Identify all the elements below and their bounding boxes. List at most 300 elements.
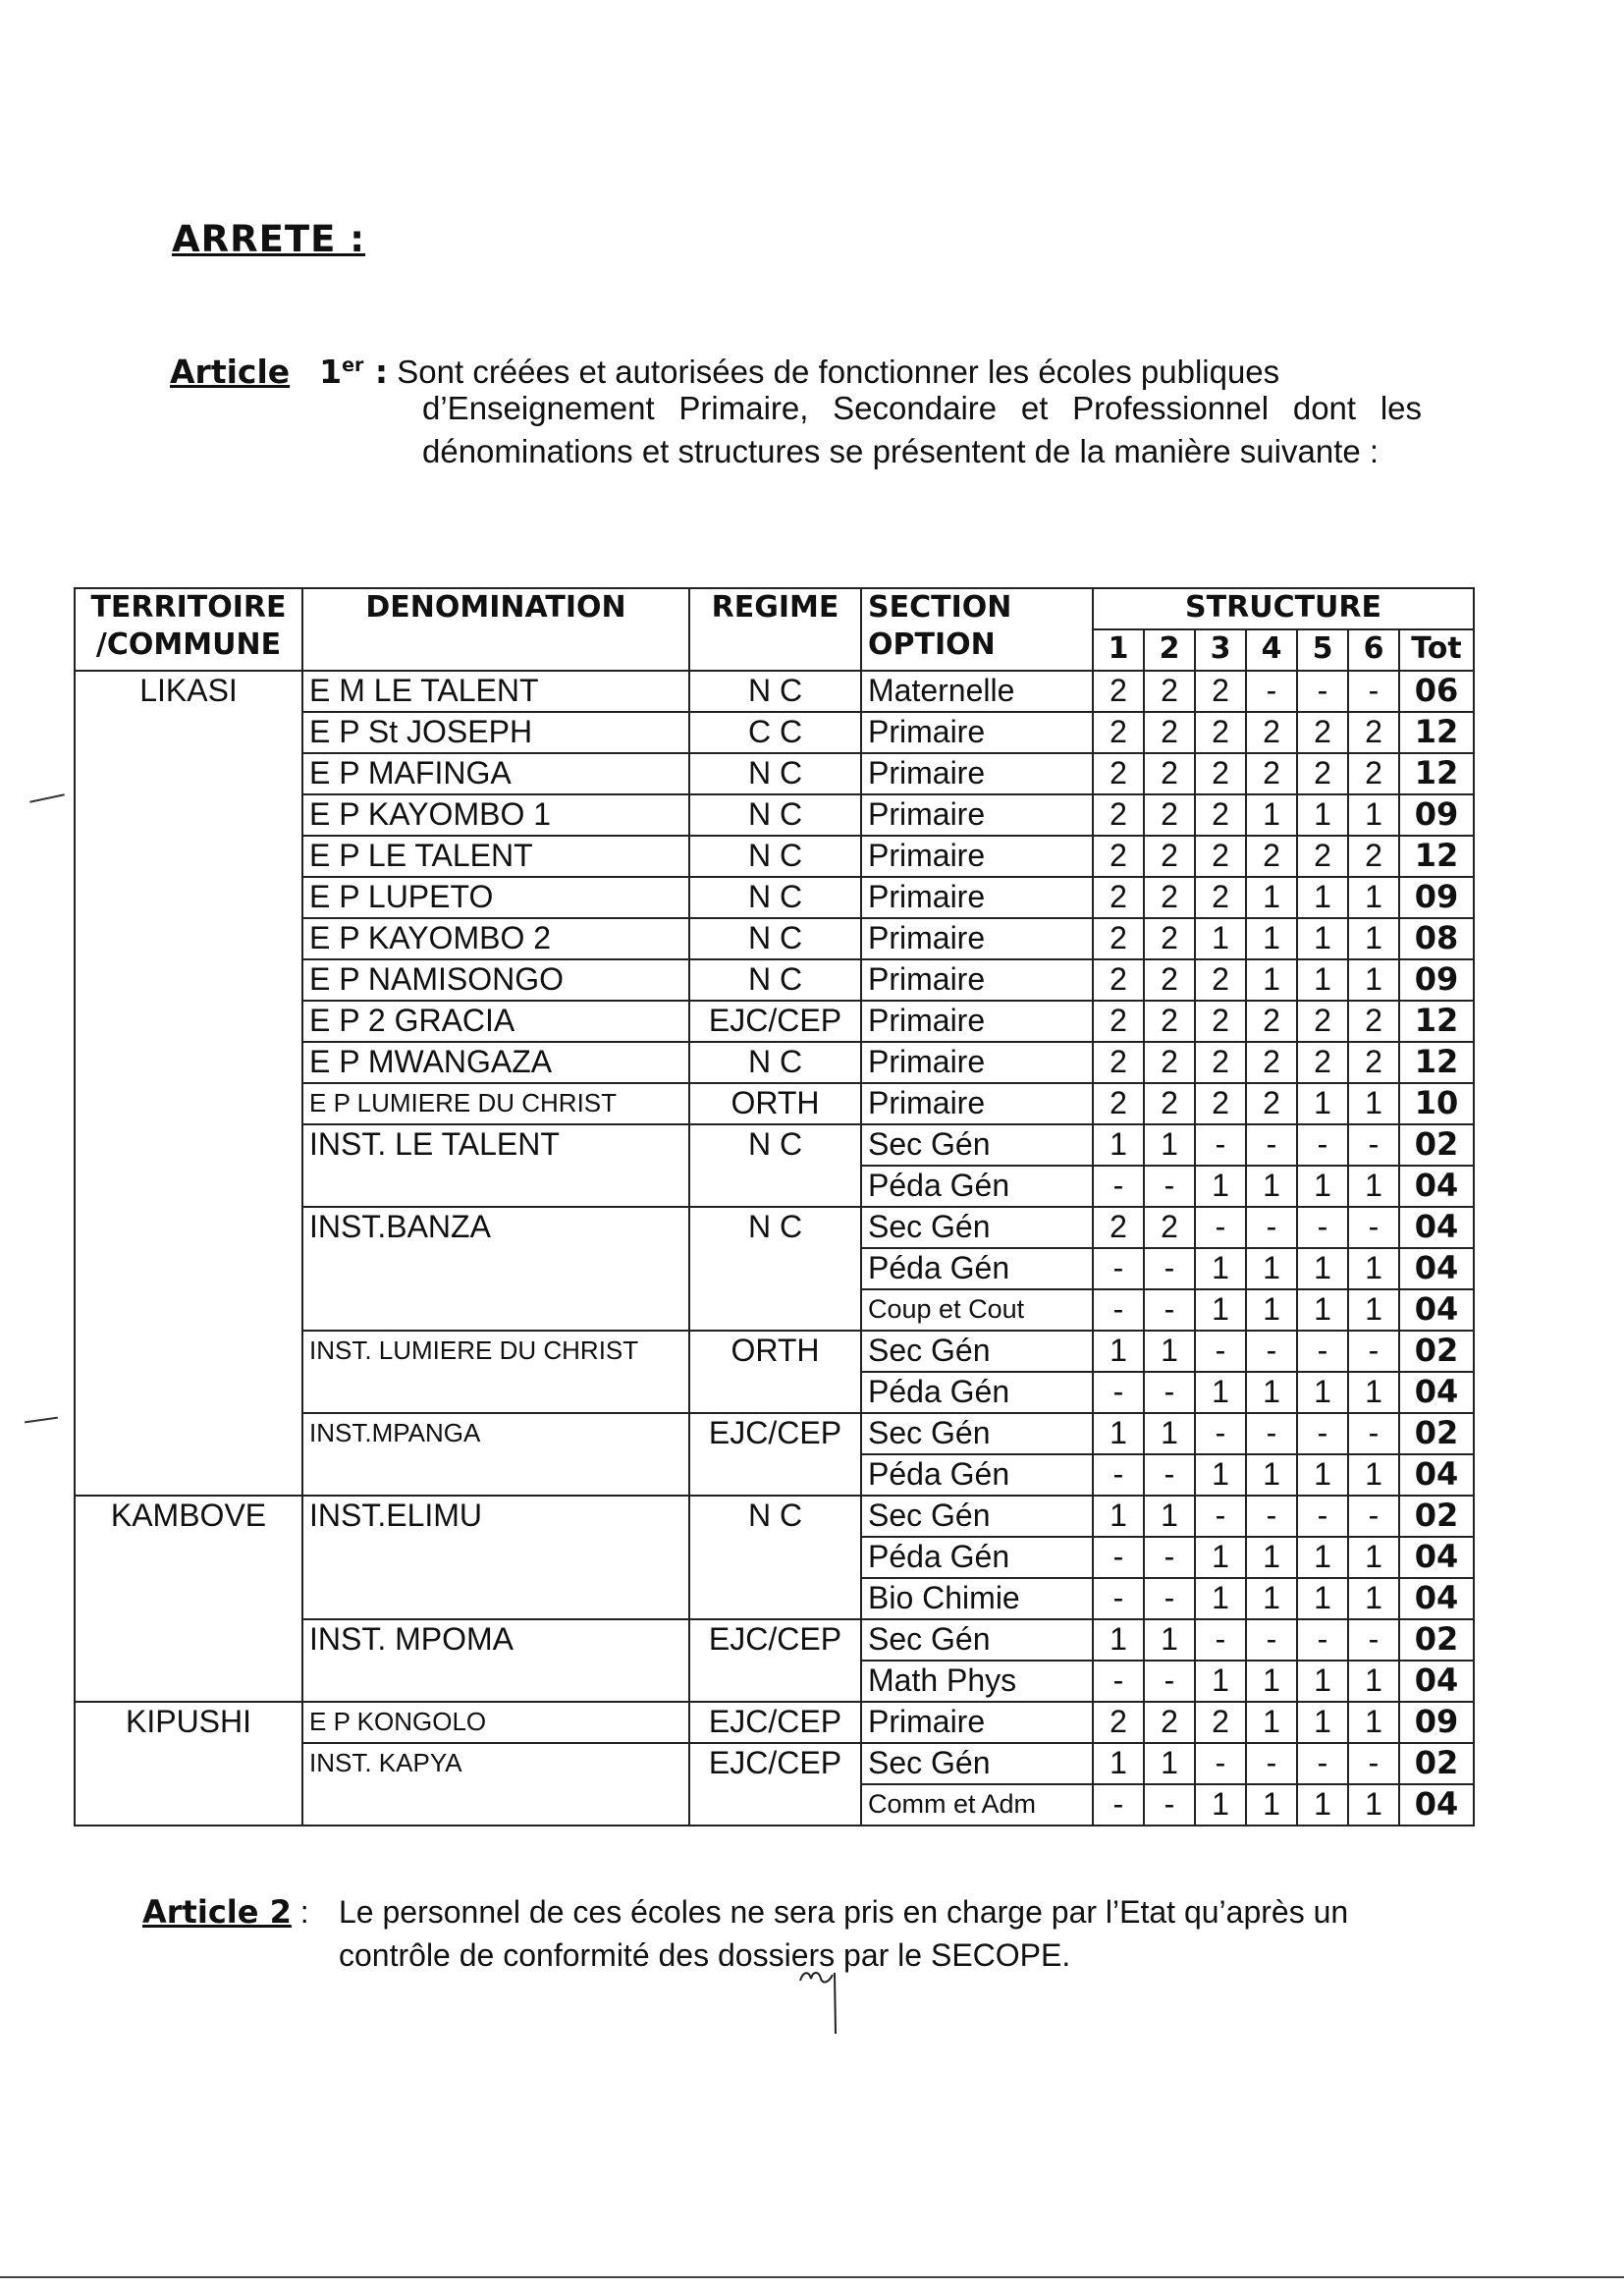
class-2-cell: 2 <box>1144 836 1195 877</box>
class-4-cell: 2 <box>1246 1001 1297 1042</box>
class-4-cell: 2 <box>1246 1042 1297 1083</box>
denomination-cell: E P LUMIERE DU CHRIST <box>302 1083 689 1124</box>
total-cell: 04 <box>1399 1166 1474 1207</box>
class-6-cell: - <box>1348 1331 1399 1372</box>
header-section-option <box>861 588 1093 671</box>
class-1-cell: - <box>1093 1537 1144 1578</box>
class-5-cell: 1 <box>1297 959 1348 1001</box>
denomination-cell: E P St JOSEPH <box>302 712 689 753</box>
class-2-cell: - <box>1144 1661 1195 1702</box>
section-cell: Péda Gén <box>861 1454 1093 1496</box>
regime-cell: N C <box>689 753 861 794</box>
class-5-cell: 1 <box>1297 1784 1348 1826</box>
section-cell: Primaire <box>861 877 1093 918</box>
class-3-cell: 2 <box>1195 836 1246 877</box>
article-1-number <box>319 353 388 391</box>
class-5-cell: - <box>1297 1743 1348 1784</box>
total-cell: 04 <box>1399 1537 1474 1578</box>
section-cell: Primaire <box>861 1702 1093 1743</box>
class-4-cell: 1 <box>1246 1289 1297 1331</box>
regime-cell: EJC/CEP <box>689 1743 861 1826</box>
class-3-cell: - <box>1195 1331 1246 1372</box>
class-2-cell: - <box>1144 1166 1195 1207</box>
total-cell: 10 <box>1399 1083 1474 1124</box>
class-6-cell: 1 <box>1348 1083 1399 1124</box>
class-4-cell: - <box>1246 671 1297 712</box>
class-5-cell: - <box>1297 1496 1348 1537</box>
header-section-line-1: SECTION <box>868 590 1012 625</box>
denomination-cell: E P LUPETO <box>302 877 689 918</box>
header-class-6: 6 <box>1348 629 1399 671</box>
class-4-cell: 2 <box>1246 753 1297 794</box>
total-cell: 09 <box>1399 959 1474 1001</box>
total-cell: 12 <box>1399 1042 1474 1083</box>
section-cell: Primaire <box>861 753 1093 794</box>
header-regime: REGIME <box>689 588 861 671</box>
class-3-cell: - <box>1195 1619 1246 1661</box>
class-3-cell: 2 <box>1195 1702 1246 1743</box>
section-cell: Sec Gén <box>861 1619 1093 1661</box>
class-4-cell: - <box>1246 1496 1297 1537</box>
class-4-cell: 1 <box>1246 1661 1297 1702</box>
class-6-cell: 1 <box>1348 1661 1399 1702</box>
header-territoire-line-1: TERRITOIRE <box>90 590 287 625</box>
table-row <box>75 671 1474 712</box>
class-4-cell: 1 <box>1246 794 1297 836</box>
header-territoire-line-2: /COMMUNE <box>95 627 282 662</box>
class-4-cell: - <box>1246 1207 1297 1248</box>
class-1-cell: 2 <box>1093 1207 1144 1248</box>
class-3-cell: 1 <box>1195 1166 1246 1207</box>
denomination-cell: INST. LE TALENT <box>302 1124 689 1207</box>
article-2-text: Le personnel de ces écoles ne sera pris en charge par l’Etat qu’après un contrôle de conformité des dossiers par le SECOPE. <box>339 1894 1349 1973</box>
class-6-cell: 1 <box>1348 918 1399 959</box>
class-2-cell: 2 <box>1144 1001 1195 1042</box>
class-1-cell: - <box>1093 1661 1144 1702</box>
denomination-cell: E M LE TALENT <box>302 671 689 712</box>
class-1-cell: 1 <box>1093 1331 1144 1372</box>
total-cell: 04 <box>1399 1289 1474 1331</box>
class-6-cell: 1 <box>1348 1454 1399 1496</box>
class-5-cell: - <box>1297 1413 1348 1454</box>
total-cell: 12 <box>1399 836 1474 877</box>
class-1-cell: 2 <box>1093 836 1144 877</box>
class-1-cell: 2 <box>1093 1042 1144 1083</box>
class-6-cell: 1 <box>1348 1578 1399 1619</box>
class-2-cell: 2 <box>1144 1083 1195 1124</box>
class-1-cell: - <box>1093 1372 1144 1413</box>
denomination-cell: E P KAYOMBO 1 <box>302 794 689 836</box>
denomination-cell: E P 2 GRACIA <box>302 1001 689 1042</box>
class-3-cell: 1 <box>1195 1454 1246 1496</box>
header-class-4: 4 <box>1246 629 1297 671</box>
class-3-cell: 1 <box>1195 1661 1246 1702</box>
regime-cell: N C <box>689 918 861 959</box>
class-3-cell: 1 <box>1195 918 1246 959</box>
class-1-cell: - <box>1093 1578 1144 1619</box>
article-1-body: d’Enseignement Primaire, Secondaire et Professionnel dont les dénominations et structures se présentent de la manière suivante : <box>422 390 1422 469</box>
class-2-cell: 2 <box>1144 753 1195 794</box>
class-5-cell: - <box>1297 1124 1348 1166</box>
class-2-cell: - <box>1144 1372 1195 1413</box>
total-cell: 04 <box>1399 1372 1474 1413</box>
class-4-cell: 1 <box>1246 959 1297 1001</box>
class-4-cell: - <box>1246 1619 1297 1661</box>
class-1-cell: 1 <box>1093 1124 1144 1166</box>
class-6-cell: - <box>1348 1743 1399 1784</box>
class-2-cell: 2 <box>1144 918 1195 959</box>
section-cell: Primaire <box>861 1001 1093 1042</box>
class-4-cell: 1 <box>1246 1372 1297 1413</box>
section-cell: Primaire <box>861 836 1093 877</box>
article-2 <box>142 1890 1429 1973</box>
class-3-cell: 1 <box>1195 1578 1246 1619</box>
class-4-cell: 2 <box>1246 712 1297 753</box>
class-4-cell: 1 <box>1246 1454 1297 1496</box>
class-5-cell: 1 <box>1297 794 1348 836</box>
article-1-intro-text: Sont créées et autorisées de fonctionner les écoles publiques <box>397 354 1280 390</box>
regime-cell: N C <box>689 1124 861 1207</box>
class-2-cell: 2 <box>1144 877 1195 918</box>
class-2-cell: 2 <box>1144 1702 1195 1743</box>
class-3-cell: 1 <box>1195 1289 1246 1331</box>
class-5-cell: - <box>1297 1619 1348 1661</box>
total-cell: 09 <box>1399 794 1474 836</box>
class-4-cell: 1 <box>1246 1166 1297 1207</box>
class-4-cell: 1 <box>1246 1702 1297 1743</box>
class-1-cell: 2 <box>1093 753 1144 794</box>
class-1-cell: 2 <box>1093 918 1144 959</box>
regime-cell: N C <box>689 671 861 712</box>
section-cell: Sec Gén <box>861 1331 1093 1372</box>
class-5-cell: 1 <box>1297 1083 1348 1124</box>
class-2-cell: 2 <box>1144 959 1195 1001</box>
class-1-cell: 2 <box>1093 959 1144 1001</box>
class-6-cell: 1 <box>1348 959 1399 1001</box>
total-cell: 04 <box>1399 1784 1474 1826</box>
denomination-cell: INST.ELIMU <box>302 1496 689 1619</box>
class-1-cell: 1 <box>1093 1619 1144 1661</box>
decree-heading: ARRETE : <box>172 218 366 260</box>
regime-cell: ORTH <box>689 1083 861 1124</box>
class-6-cell: 1 <box>1348 1248 1399 1289</box>
class-1-cell: - <box>1093 1454 1144 1496</box>
class-6-cell: - <box>1348 1207 1399 1248</box>
article-1-colon: : <box>374 353 389 391</box>
section-cell: Sec Gén <box>861 1496 1093 1537</box>
regime-cell: EJC/CEP <box>689 1619 861 1702</box>
denomination-cell: E P MWANGAZA <box>302 1042 689 1083</box>
regime-cell: N C <box>689 959 861 1001</box>
class-4-cell: 1 <box>1246 1578 1297 1619</box>
class-4-cell: - <box>1246 1331 1297 1372</box>
class-6-cell: 2 <box>1348 836 1399 877</box>
class-6-cell: 1 <box>1348 1372 1399 1413</box>
class-6-cell: 1 <box>1348 1166 1399 1207</box>
section-cell: Primaire <box>861 712 1093 753</box>
header-territoire <box>75 588 302 671</box>
class-3-cell: 2 <box>1195 794 1246 836</box>
class-3-cell: 1 <box>1195 1784 1246 1826</box>
class-3-cell: 1 <box>1195 1372 1246 1413</box>
class-4-cell: 1 <box>1246 877 1297 918</box>
class-4-cell: - <box>1246 1743 1297 1784</box>
class-3-cell: 2 <box>1195 959 1246 1001</box>
class-2-cell: 1 <box>1144 1124 1195 1166</box>
territoire-cell: KIPUSHI <box>75 1702 302 1826</box>
class-6-cell: 1 <box>1348 1702 1399 1743</box>
class-5-cell: - <box>1297 1207 1348 1248</box>
class-6-cell: 1 <box>1348 1537 1399 1578</box>
school-structure-table <box>74 587 1475 1826</box>
class-3-cell: - <box>1195 1124 1246 1166</box>
header-section-line-2: OPTION <box>868 627 996 662</box>
denomination-cell: E P MAFINGA <box>302 753 689 794</box>
table-row <box>75 1702 1474 1743</box>
margin-mark <box>29 793 65 802</box>
class-6-cell: 1 <box>1348 1289 1399 1331</box>
class-6-cell: 1 <box>1348 1784 1399 1826</box>
header-class-5: 5 <box>1297 629 1348 671</box>
table-body <box>75 671 1474 1826</box>
section-cell: Primaire <box>861 1083 1093 1124</box>
class-5-cell: 1 <box>1297 1537 1348 1578</box>
header-structure: STRUCTURE <box>1093 588 1474 629</box>
total-cell: 04 <box>1399 1661 1474 1702</box>
article-1-number-sup: er <box>342 354 364 376</box>
total-cell: 09 <box>1399 1702 1474 1743</box>
class-6-cell: - <box>1348 1619 1399 1661</box>
class-1-cell: 2 <box>1093 671 1144 712</box>
section-cell: Péda Gén <box>861 1248 1093 1289</box>
article-2-colon: : <box>299 1894 309 1930</box>
total-cell: 02 <box>1399 1331 1474 1372</box>
class-6-cell: 2 <box>1348 1001 1399 1042</box>
class-5-cell: 1 <box>1297 918 1348 959</box>
regime-cell: EJC/CEP <box>689 1413 861 1496</box>
section-cell: Sec Gén <box>861 1124 1093 1166</box>
class-3-cell: 1 <box>1195 1248 1246 1289</box>
section-cell: Sec Gén <box>861 1207 1093 1248</box>
class-6-cell: 2 <box>1348 1042 1399 1083</box>
total-cell: 08 <box>1399 918 1474 959</box>
class-5-cell: 2 <box>1297 753 1348 794</box>
header-class-2: 2 <box>1144 629 1195 671</box>
regime-cell: N C <box>689 794 861 836</box>
class-5-cell: 1 <box>1297 1702 1348 1743</box>
class-6-cell: - <box>1348 671 1399 712</box>
territoire-cell: LIKASI <box>75 671 302 1496</box>
class-1-cell: - <box>1093 1784 1144 1826</box>
section-cell: Péda Gén <box>861 1166 1093 1207</box>
regime-cell: N C <box>689 1496 861 1619</box>
section-cell: Primaire <box>861 918 1093 959</box>
class-1-cell: 2 <box>1093 794 1144 836</box>
class-2-cell: 2 <box>1144 1207 1195 1248</box>
regime-cell: N C <box>689 836 861 877</box>
class-1-cell: - <box>1093 1248 1144 1289</box>
class-2-cell: - <box>1144 1537 1195 1578</box>
section-cell: Comm et Adm <box>861 1784 1093 1826</box>
class-2-cell: - <box>1144 1248 1195 1289</box>
total-cell: 04 <box>1399 1578 1474 1619</box>
section-cell: Maternelle <box>861 671 1093 712</box>
class-6-cell: 2 <box>1348 753 1399 794</box>
section-cell: Péda Gén <box>861 1537 1093 1578</box>
class-3-cell: - <box>1195 1207 1246 1248</box>
regime-cell: N C <box>689 1207 861 1331</box>
class-4-cell: 2 <box>1246 836 1297 877</box>
class-5-cell: 1 <box>1297 1578 1348 1619</box>
total-cell: 12 <box>1399 753 1474 794</box>
section-cell: Coup et Cout <box>861 1289 1093 1331</box>
total-cell: 02 <box>1399 1124 1474 1166</box>
class-3-cell: 1 <box>1195 1537 1246 1578</box>
class-2-cell: 1 <box>1144 1413 1195 1454</box>
regime-cell: C C <box>689 712 861 753</box>
territoire-cell: KAMBOVE <box>75 1496 302 1702</box>
class-2-cell: 1 <box>1144 1496 1195 1537</box>
class-3-cell: 2 <box>1195 877 1246 918</box>
class-3-cell: 2 <box>1195 712 1246 753</box>
class-6-cell: 2 <box>1348 712 1399 753</box>
article-2-label: Article 2 <box>142 1893 292 1931</box>
denomination-cell: E P KONGOLO <box>302 1702 689 1743</box>
header-class-3: 3 <box>1195 629 1246 671</box>
class-1-cell: 1 <box>1093 1413 1144 1454</box>
denomination-cell: INST. LUMIERE DU CHRIST <box>302 1331 689 1413</box>
total-cell: 02 <box>1399 1619 1474 1661</box>
class-2-cell: 2 <box>1144 794 1195 836</box>
total-cell: 04 <box>1399 1454 1474 1496</box>
total-cell: 04 <box>1399 1207 1474 1248</box>
class-6-cell: - <box>1348 1496 1399 1537</box>
table-row <box>75 1496 1474 1537</box>
regime-cell: N C <box>689 1042 861 1083</box>
section-cell: Primaire <box>861 1042 1093 1083</box>
total-cell: 02 <box>1399 1743 1474 1784</box>
class-5-cell: 1 <box>1297 1248 1348 1289</box>
class-2-cell: 1 <box>1144 1331 1195 1372</box>
article-1-number-digit: 1 <box>319 353 343 391</box>
regime-cell: ORTH <box>689 1331 861 1413</box>
bottom-rule <box>0 2276 1624 2278</box>
class-2-cell: - <box>1144 1289 1195 1331</box>
class-5-cell: 2 <box>1297 836 1348 877</box>
class-5-cell: 1 <box>1297 877 1348 918</box>
class-2-cell: 2 <box>1144 712 1195 753</box>
header-class-1: 1 <box>1093 629 1144 671</box>
class-1-cell: 2 <box>1093 877 1144 918</box>
total-cell: 04 <box>1399 1248 1474 1289</box>
class-3-cell: - <box>1195 1743 1246 1784</box>
class-1-cell: 2 <box>1093 1083 1144 1124</box>
class-5-cell: - <box>1297 1331 1348 1372</box>
class-4-cell: 1 <box>1246 1784 1297 1826</box>
class-4-cell: 1 <box>1246 1248 1297 1289</box>
class-4-cell: - <box>1246 1413 1297 1454</box>
class-6-cell: 1 <box>1348 794 1399 836</box>
total-cell: 02 <box>1399 1413 1474 1454</box>
class-5-cell: 1 <box>1297 1661 1348 1702</box>
handwritten-initials <box>795 1969 854 2038</box>
class-1-cell: 2 <box>1093 1702 1144 1743</box>
class-4-cell: - <box>1246 1124 1297 1166</box>
denomination-cell: E P KAYOMBO 2 <box>302 918 689 959</box>
class-4-cell: 1 <box>1246 918 1297 959</box>
denomination-cell: E P NAMISONGO <box>302 959 689 1001</box>
total-cell: 12 <box>1399 712 1474 753</box>
class-3-cell: 2 <box>1195 1083 1246 1124</box>
class-2-cell: 2 <box>1144 1042 1195 1083</box>
regime-cell: N C <box>689 877 861 918</box>
class-3-cell: 2 <box>1195 1001 1246 1042</box>
class-3-cell: 2 <box>1195 1042 1246 1083</box>
class-5-cell: 1 <box>1297 1166 1348 1207</box>
denomination-cell: INST. MPOMA <box>302 1619 689 1702</box>
class-4-cell: 2 <box>1246 1083 1297 1124</box>
header-total: Tot <box>1399 629 1474 671</box>
class-4-cell: 1 <box>1246 1537 1297 1578</box>
class-2-cell: 1 <box>1144 1743 1195 1784</box>
class-2-cell: 2 <box>1144 671 1195 712</box>
class-1-cell: 1 <box>1093 1496 1144 1537</box>
regime-cell: EJC/CEP <box>689 1702 861 1743</box>
class-2-cell: 1 <box>1144 1619 1195 1661</box>
class-3-cell: - <box>1195 1413 1246 1454</box>
header-denomination: DENOMINATION <box>302 588 689 671</box>
denomination-cell: E P LE TALENT <box>302 836 689 877</box>
class-5-cell: - <box>1297 671 1348 712</box>
total-cell: 06 <box>1399 671 1474 712</box>
class-5-cell: 1 <box>1297 1372 1348 1413</box>
section-cell: Sec Gén <box>861 1743 1093 1784</box>
section-cell: Sec Gén <box>861 1413 1093 1454</box>
class-5-cell: 1 <box>1297 1454 1348 1496</box>
class-2-cell: - <box>1144 1578 1195 1619</box>
total-cell: 02 <box>1399 1496 1474 1537</box>
regime-cell: EJC/CEP <box>689 1001 861 1042</box>
class-3-cell: - <box>1195 1496 1246 1537</box>
class-6-cell: 1 <box>1348 877 1399 918</box>
class-6-cell: - <box>1348 1413 1399 1454</box>
class-1-cell: - <box>1093 1289 1144 1331</box>
class-1-cell: 2 <box>1093 712 1144 753</box>
denomination-cell: INST.BANZA <box>302 1207 689 1331</box>
article-1-label: Article <box>170 353 291 391</box>
class-2-cell: - <box>1144 1454 1195 1496</box>
margin-mark <box>25 1417 58 1424</box>
section-cell: Primaire <box>861 794 1093 836</box>
class-1-cell: 2 <box>1093 1001 1144 1042</box>
section-cell: Péda Gén <box>861 1372 1093 1413</box>
class-5-cell: 2 <box>1297 1001 1348 1042</box>
denomination-cell: INST.MPANGA <box>302 1413 689 1496</box>
total-cell: 09 <box>1399 877 1474 918</box>
class-5-cell: 1 <box>1297 1289 1348 1331</box>
class-6-cell: - <box>1348 1124 1399 1166</box>
class-1-cell: 1 <box>1093 1743 1144 1784</box>
class-5-cell: 2 <box>1297 1042 1348 1083</box>
class-5-cell: 2 <box>1297 712 1348 753</box>
class-1-cell: - <box>1093 1166 1144 1207</box>
denomination-cell: INST. KAPYA <box>302 1743 689 1826</box>
section-cell: Math Phys <box>861 1661 1093 1702</box>
class-3-cell: 2 <box>1195 671 1246 712</box>
total-cell: 12 <box>1399 1001 1474 1042</box>
class-2-cell: - <box>1144 1784 1195 1826</box>
section-cell: Bio Chimie <box>861 1578 1093 1619</box>
